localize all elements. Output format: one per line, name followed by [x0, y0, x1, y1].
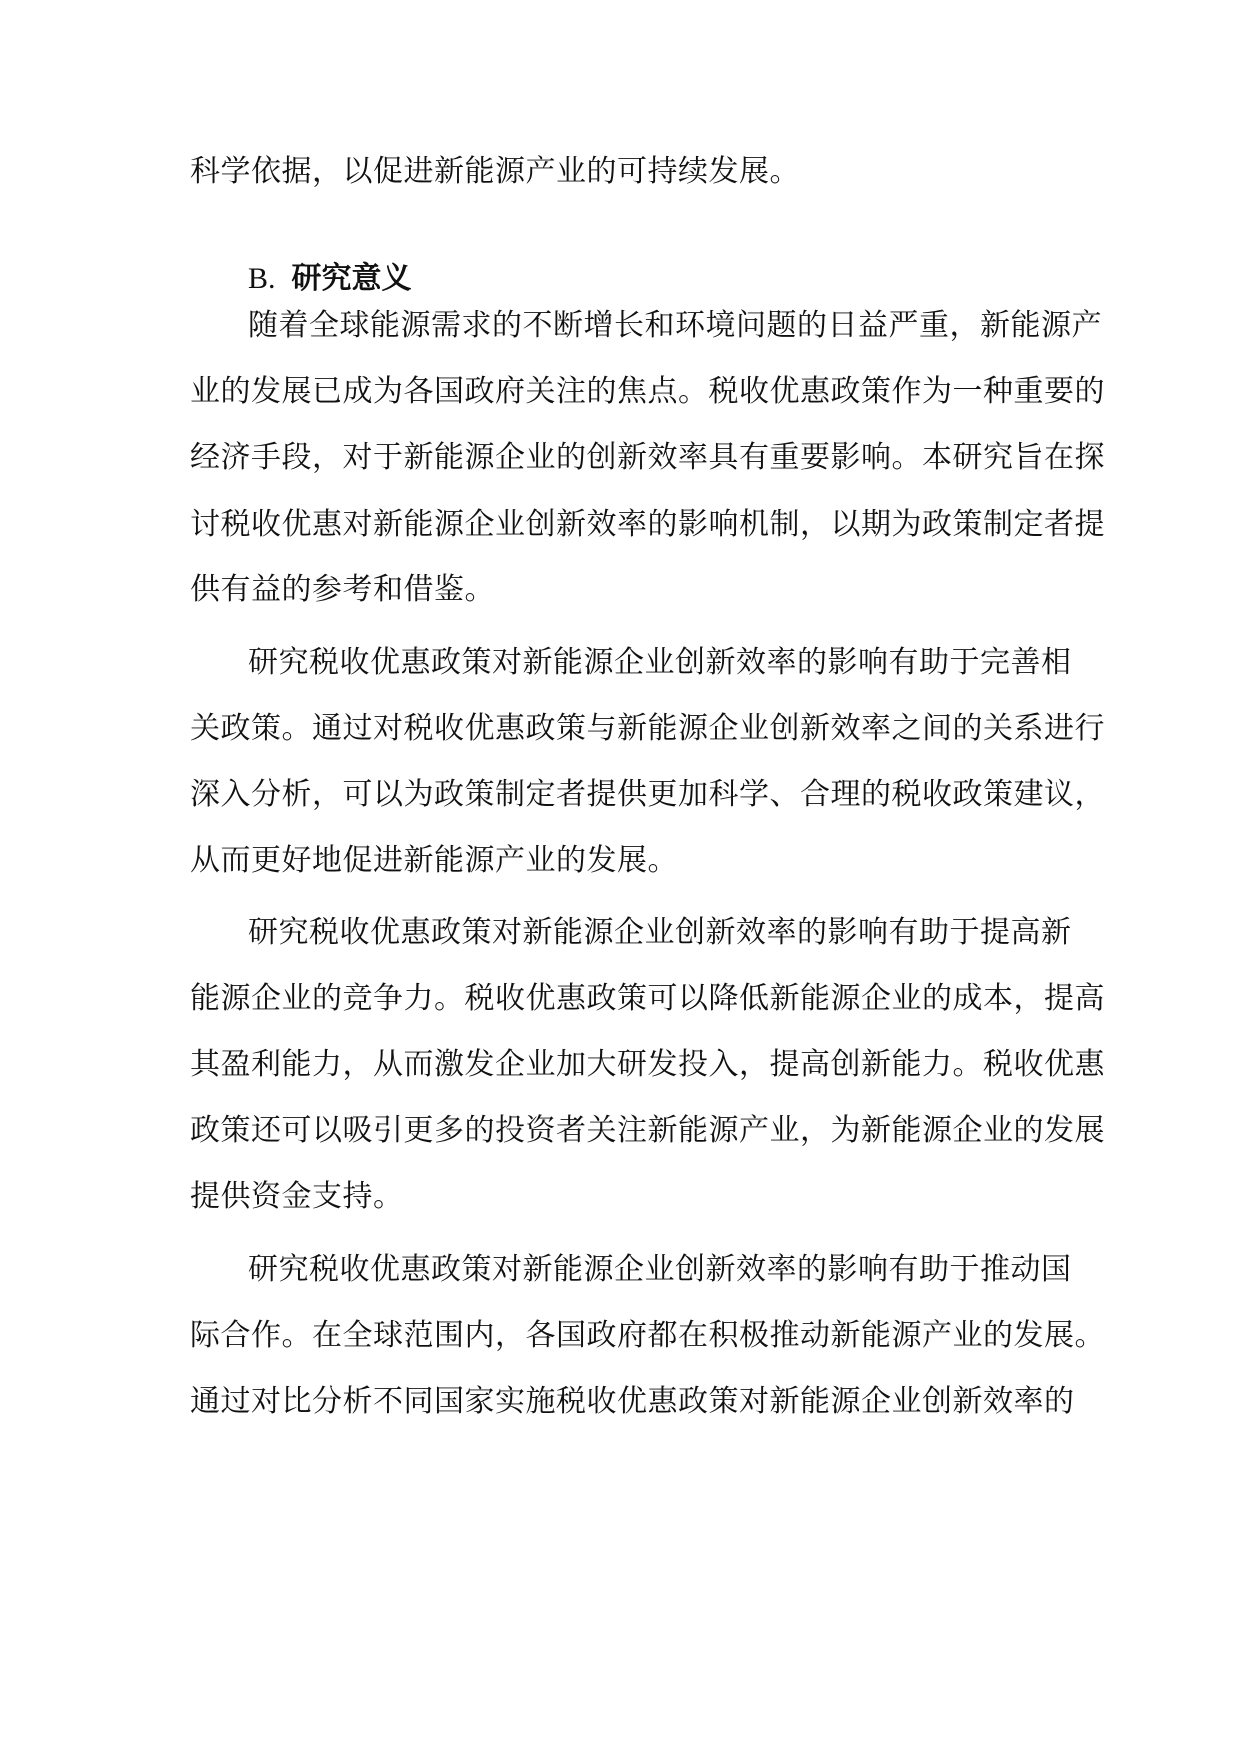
paragraph-line: 供有益的参考和借鉴。 [190, 572, 495, 607]
paragraph-line: 讨税收优惠对新能源企业创新效率的影响机制，以期为政策制定者提 [190, 507, 1105, 542]
paragraph-line: 深入分析，可以为政策制定者提供更加科学、合理的税收政策建议， [190, 777, 1105, 812]
section-number: B. [248, 262, 276, 295]
paragraph-line: 研究税收优惠政策对新能源企业创新效率的影响有助于推动国 [248, 1252, 1072, 1287]
paragraph-line: 研究税收优惠政策对新能源企业创新效率的影响有助于完善相 [248, 645, 1072, 680]
paragraph-line: 关政策。通过对税收优惠政策与新能源企业创新效率之间的关系进行 [190, 711, 1105, 746]
paragraph-line: 其盈利能力，从而激发企业加大研发投入，提高创新能力。税收优惠 [190, 1047, 1105, 1082]
paragraph-line: 政策还可以吸引更多的投资者关注新能源产业，为新能源企业的发展 [190, 1113, 1105, 1148]
paragraph-line: 通过对比分析不同国家实施税收优惠政策对新能源企业创新效率的 [190, 1384, 1075, 1419]
section-title: 研究意义 [291, 261, 412, 296]
paragraph-line: 际合作。在全球范围内，各国政府都在积极推动新能源产业的发展。 [190, 1318, 1105, 1353]
paragraph-line: 随着全球能源需求的不断增长和环境问题的日益严重，新能源产 [248, 308, 1102, 343]
paragraph-line: 研究税收优惠政策对新能源企业创新效率的影响有助于提高新 [248, 915, 1072, 950]
paragraph-line: 从而更好地促进新能源产业的发展。 [190, 843, 678, 878]
paragraph-line: 能源企业的竞争力。税收优惠政策可以降低新能源企业的成本，提高 [190, 981, 1105, 1016]
section-heading [248, 259, 412, 299]
paragraph-line: 经济手段，对于新能源企业的创新效率具有重要影响。本研究旨在探 [190, 440, 1105, 475]
paragraph-line: 提供资金支持。 [190, 1179, 404, 1214]
paragraph-line: 业的发展已成为各国政府关注的焦点。税收优惠政策作为一种重要的 [190, 374, 1105, 409]
continuation-line: 科学依据，以促进新能源产业的可持续发展。 [190, 154, 800, 189]
